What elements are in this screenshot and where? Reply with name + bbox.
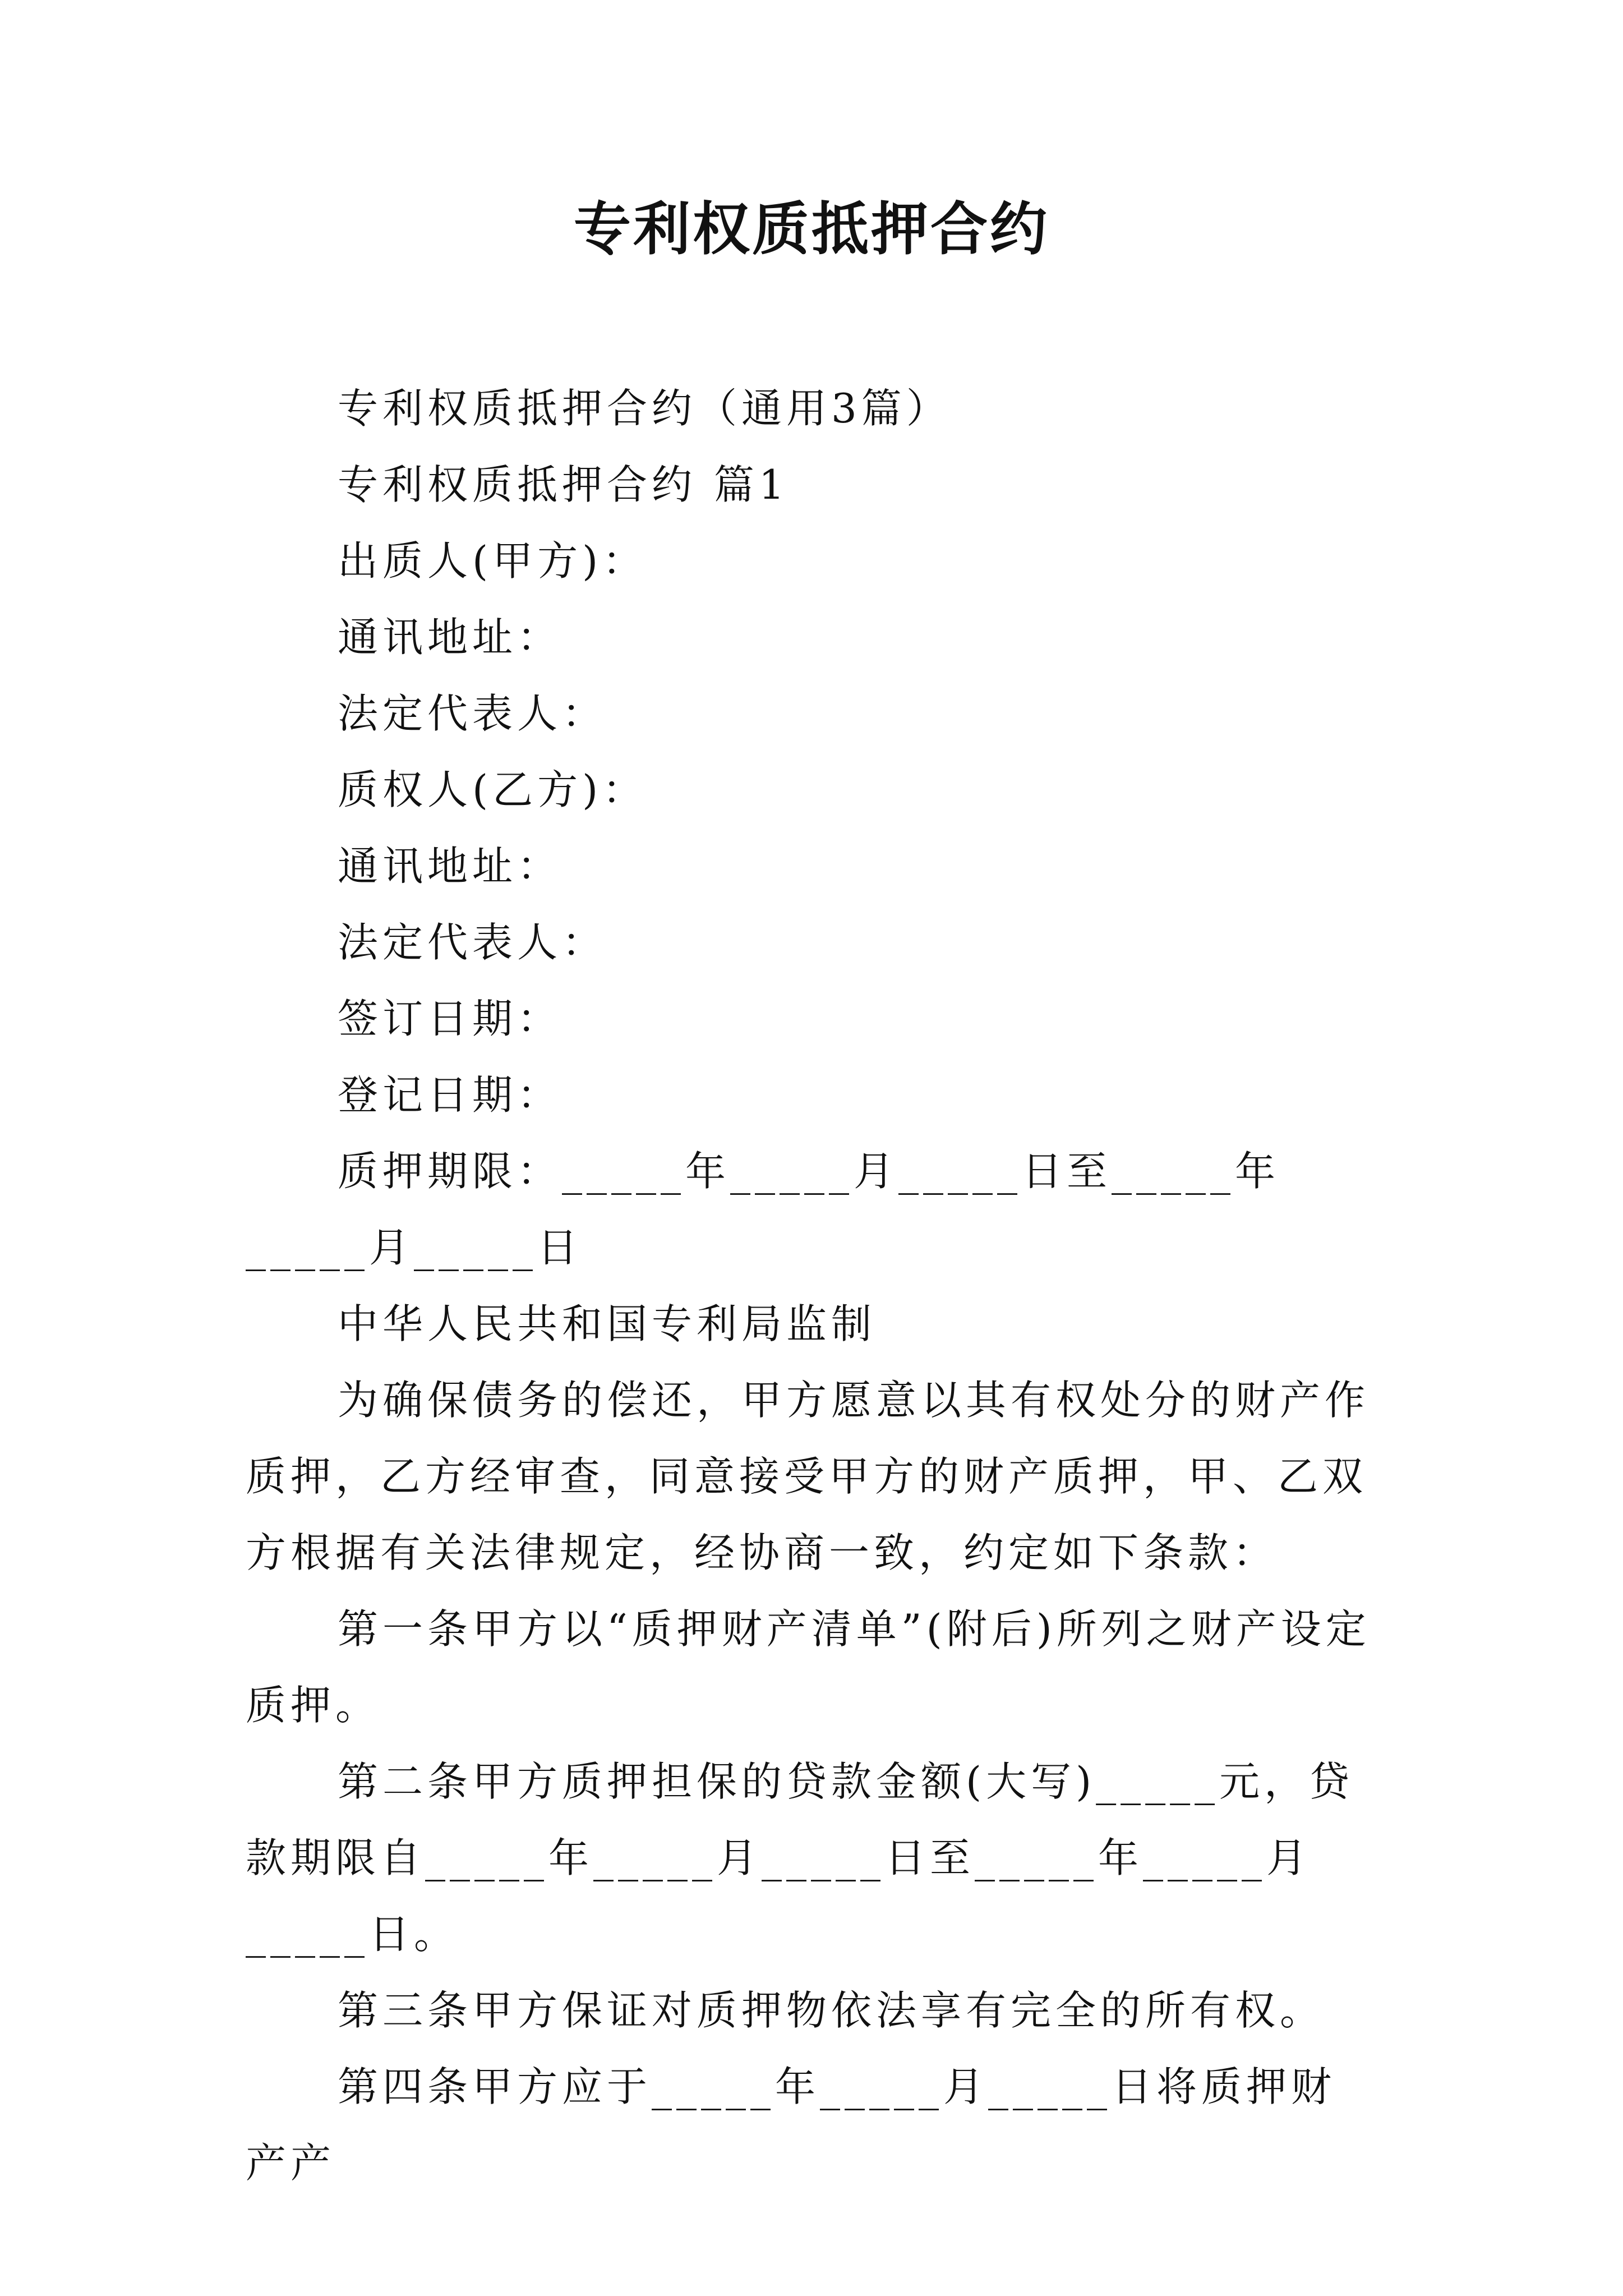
article-2: 第二条甲方质押担保的贷款金额(大写)_____元，贷款期限自_____年_____月_____日至_____年_____月_____日。 (246, 1758, 1354, 1958)
subtitle-paragraph: 专利权质抵押合约（通用3篇） (338, 385, 951, 432)
pledgee-representative-field: 法定代表人： (338, 919, 607, 966)
signing-date-field: 签订日期： (338, 995, 562, 1042)
article-1: 第一条甲方以“质押财产清单”(附后)所列之财产设定质押。 (246, 1605, 1371, 1729)
document-body (246, 370, 1376, 2201)
article-4: 第四条甲方应于_____年_____月_____日将质押财产产 (246, 2063, 1336, 2187)
pledgee-field: 质权人(乙方)： (338, 766, 648, 813)
registration-date-field: 登记日期： (338, 1071, 562, 1119)
pledgor-address-field: 通讯地址： (338, 614, 562, 661)
pledge-term-field: 质押期限：_____年_____月_____日至_____年_____月_____日 (246, 1148, 1280, 1271)
preamble-paragraph: 为确保债务的偿还，甲方愿意以其有权处分的财产作质押，乙方经审查，同意接受甲方的财产质押，甲、乙双方根据有关法律规定，经协商一致，约定如下条款： (246, 1377, 1370, 1576)
document-title: 专利权质抵押合约 (574, 196, 1049, 263)
section-heading: 专利权质抵押合约 篇1 (338, 461, 789, 508)
pledgor-field: 出质人(甲方)： (338, 537, 648, 585)
supervision-note: 中华人民共和国专利局监制 (338, 1300, 877, 1347)
article-3: 第三条甲方保证对质押物依法享有完全的所有权。 (338, 1987, 1325, 2034)
pledgee-address-field: 通讯地址： (338, 843, 562, 890)
pledgor-representative-field: 法定代表人： (338, 690, 607, 737)
